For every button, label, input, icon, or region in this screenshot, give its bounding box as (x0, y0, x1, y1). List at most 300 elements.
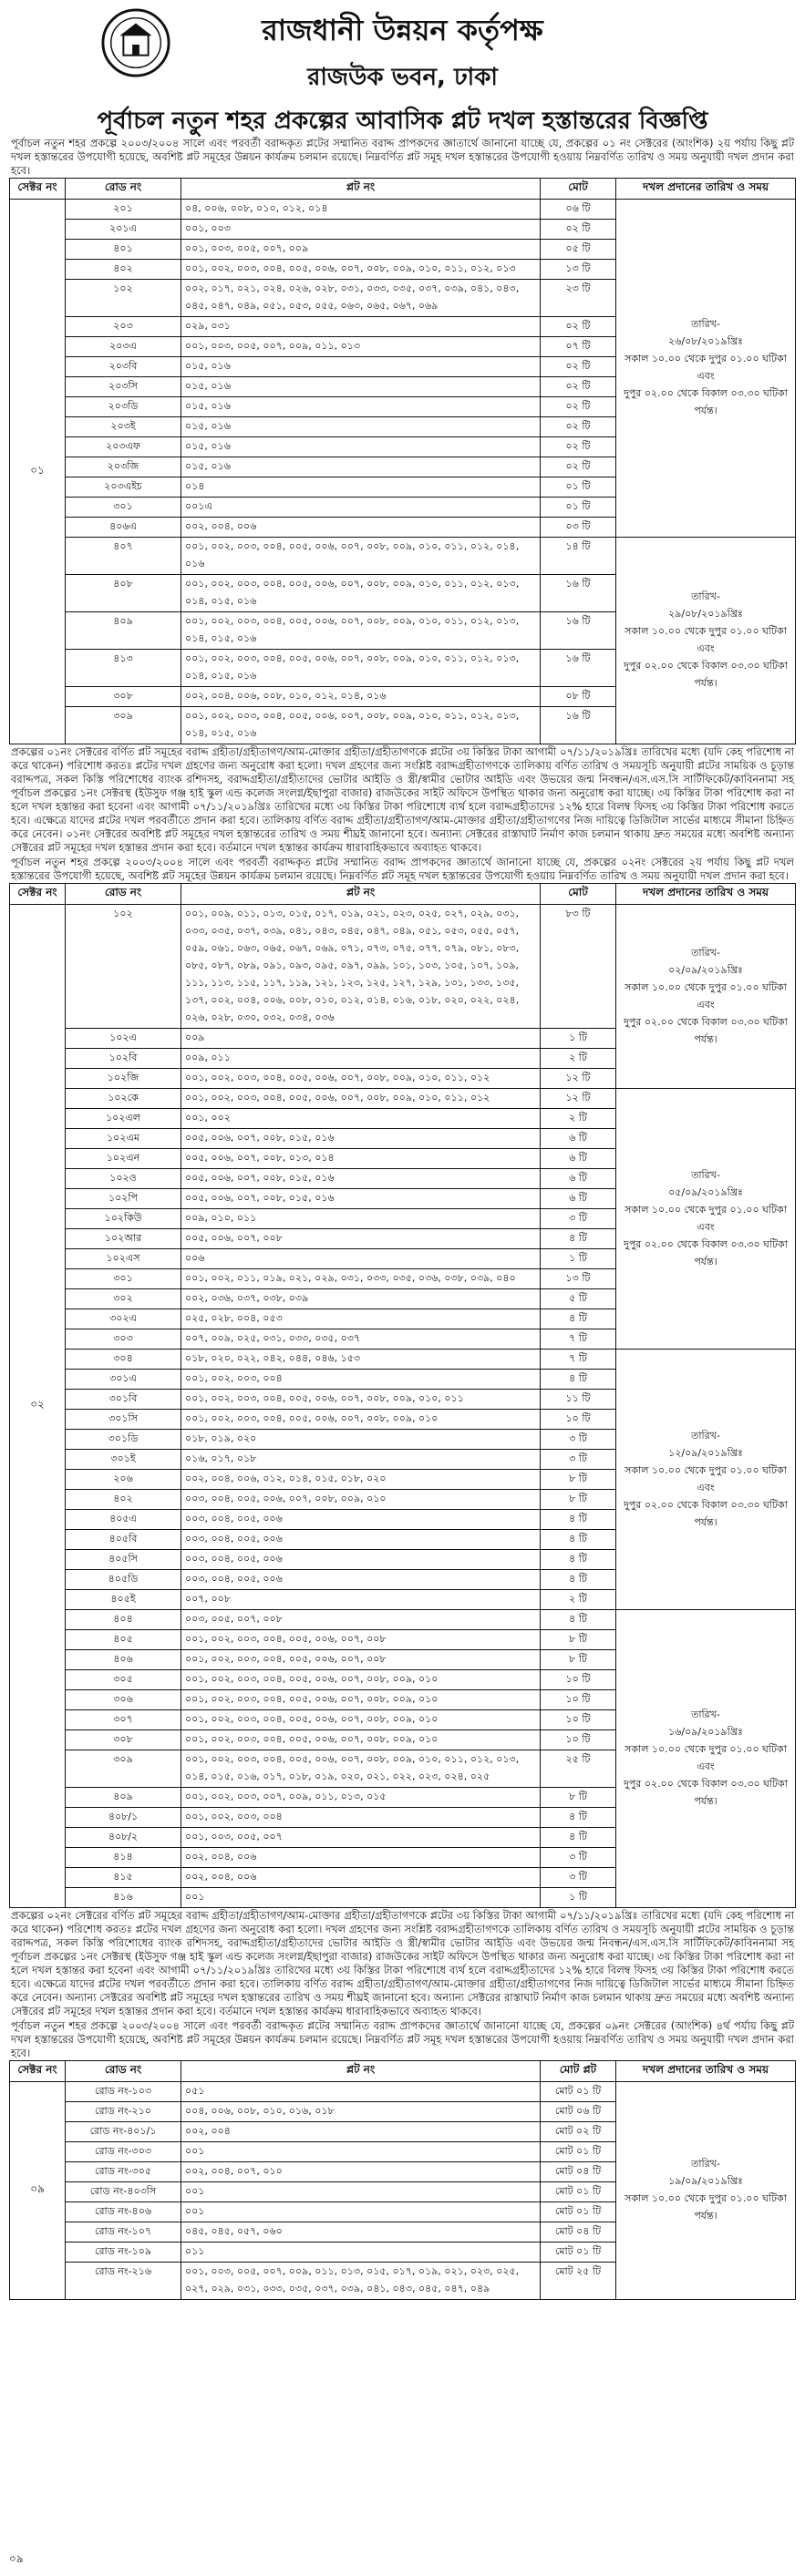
plot-numbers: ০০২, ০০৪, ০০৬, ০০৮, ০১০, ০১২, ০১৪, ০১৬ (181, 687, 541, 707)
plot-numbers: ০০১, ০০২, ০০৩, ০০৪, ০০৫, ০০৬, ০০৭, ০০৮, ০০৯, ০১০, ০১১, ০১২, ০১৪, ০১৬ (181, 538, 541, 575)
plot-numbers: ০০৫, ০০৬, ০০৭, ০০৮, ০১৫, ০১৬ (181, 1129, 541, 1149)
plot-total: ৪ টি (541, 1550, 616, 1570)
road-number: ৪১৬ (66, 1888, 181, 1908)
road-number: রোড নং-৪০৩সি (66, 2182, 181, 2202)
plot-total: ১১ টি (541, 1390, 616, 1410)
road-number: ৪০২ (66, 1490, 181, 1510)
plot-numbers: ০০৯, ০১১ (181, 1049, 541, 1069)
road-number: ১০২ (66, 280, 181, 317)
plot-total: ০২ টি (541, 417, 616, 437)
plot-total: ১০ টি (541, 1730, 616, 1750)
plot-total: ৩ টি (541, 1848, 616, 1868)
plot-numbers: ০০১, ০০২, ০০৩, ০০৪ (181, 1808, 541, 1828)
road-number: ২০৩ (66, 317, 181, 337)
road-number: ৪০৪ (66, 1610, 181, 1630)
plot-total: ৮ টি (541, 1630, 616, 1650)
road-number: ১০২ (66, 905, 181, 1029)
plot-numbers: ০০২, ০০৪, ০০৬ (181, 1848, 541, 1868)
plot-total: ৪ টি (541, 1370, 616, 1390)
plot-total: ৩ টি (541, 1868, 616, 1888)
plot-total: ৫ টি (541, 1289, 616, 1309)
col-total: মোট (541, 884, 616, 905)
schedule-afternoon: দুপুর ০২.০০ থেকে বিকাল ০৩.৩০ ঘটিকা পর্যন্ত। (624, 1237, 788, 1267)
plot-total: ২৫ টি (541, 1750, 616, 1788)
plot-total: ৪ টি (541, 1229, 616, 1249)
plot-total: ২ টি (541, 1590, 616, 1610)
road-number: ২০৩এইচ (66, 477, 181, 498)
plot-total: ১৩ টি (541, 1269, 616, 1289)
plot-total: মোট ০৪ টি (541, 2162, 616, 2182)
schedule-and: এবং (697, 642, 715, 654)
notice-page (9, 0, 796, 2565)
plot-numbers: ০১১ (181, 2242, 541, 2263)
notice-header (9, 0, 796, 137)
plot-numbers: ০১৫, ০১৬ (181, 417, 541, 437)
table-row (10, 1089, 796, 1109)
plot-total: ৪ টি (541, 1510, 616, 1530)
plot-numbers: ০০৪, ০০৬, ০০৮, ০১০, ০১৬, ০১৮ (181, 2102, 541, 2122)
road-number: ১০২এন (66, 1149, 181, 1169)
plot-numbers: ০০১, ০০৩, ০০৫, ০০৭ (181, 1828, 541, 1848)
schedule-morning: সকাল ১০.০০ থেকে দুপুর ০১.০০ ঘটিকা (624, 1203, 787, 1216)
plot-total: ৪ টি (541, 1570, 616, 1590)
plot-numbers: ০২৯, ০৩১ (181, 317, 541, 337)
plot-total: ৪ টি (541, 1309, 616, 1329)
plot-numbers: ০১৪ (181, 477, 541, 498)
road-number: ১০২কিউ (66, 1209, 181, 1229)
schedule-date-label: তারিখ- (691, 590, 720, 602)
schedule-date-label: তারিখ- (691, 318, 720, 330)
plot-total: ৩ টি (541, 1209, 616, 1229)
road-number: ২০৩এফ (66, 437, 181, 457)
road-number: ৩০১এ (66, 1370, 181, 1390)
plot-total: ৭ টি (541, 1329, 616, 1350)
plot-total: ১৬ টি (541, 612, 616, 650)
road-number: ৪০৮/১ (66, 1808, 181, 1828)
road-number: ৪০৬এ (66, 518, 181, 538)
plot-numbers: ০০১, ০০২, ০০৩, ০০৪, ০০৫, ০০৬, ০০৭, ০০৮, ০০৯, ০১০ (181, 1410, 541, 1430)
plot-numbers: ০১৫, ০১৬ (181, 377, 541, 397)
col-total: মোট প্লট (541, 2061, 616, 2082)
plot-total: ১০ টি (541, 1410, 616, 1430)
plot-total: ১০ টি (541, 1710, 616, 1730)
road-number: রোড নং-৩০৩ (66, 2142, 181, 2162)
schedule-date-label: তারিখ- (691, 1709, 720, 1720)
possession-schedule (620, 316, 791, 420)
col-road: রোড নং (66, 179, 181, 200)
schedule-afternoon: দুপুর ০২.০০ থেকে বিকাল ০৩.৩০ ঘটিকা পর্যন্ত। (624, 1778, 788, 1807)
schedule-and: এবং (697, 1220, 715, 1233)
road-number: রোড নং-২১০ (66, 2102, 181, 2122)
plot-numbers: ০০১, ০০২, ০০৩, ০০৪, ০০৫, ০০৬, ০০৭, ০০৮, ০০৯, ০১০, ০১১, ০১২ (181, 1089, 541, 1109)
col-road: রোড নং (66, 2061, 181, 2082)
possession-schedule (620, 1707, 791, 1811)
plot-total: মোট ০১ টি (541, 2242, 616, 2263)
schedule-and: এবং (697, 998, 715, 1011)
plot-numbers: ০০১ (181, 2202, 541, 2222)
plot-numbers: ০০৭, ০০৯, ০২৫, ০৩১, ০৩৩, ০৩৫, ০৩৭ (181, 1329, 541, 1350)
schedule-date: ১৬/০৯/২০১৯খ্রিঃ (668, 1726, 743, 1738)
road-number: ৪০২ (66, 260, 181, 280)
plot-numbers: ০০২, ০১৭, ০২১, ০২৪, ০২৬, ০২৮, ০৩১, ০৩৩, ০৩৫, ০৩৭, ০৩৯, ০৪১, ০৪৩, ০৪৫, ০৪৭, ০৪৯, ০৫১, ০৫৩, ০৫৫, ০৬৩, ০৬৫, ০৬৭, ০৬৯ (181, 280, 541, 317)
plot-total: ১৬ টি (541, 575, 616, 612)
plot-numbers: ০০৬ (181, 1249, 541, 1269)
plot-numbers: ০০৫, ০০৬, ০০৭, ০০৮, ০১৫, ০১৬ (181, 1189, 541, 1209)
plot-numbers: ০০৯ (181, 1029, 541, 1049)
plot-total: মোট ০১ টি (541, 2182, 616, 2202)
plot-numbers: ০০১ (181, 1888, 541, 1908)
plot-total: ৮ টি (541, 1788, 616, 1808)
plot-numbers: ০০২, ০০৪, ০০৬, ০১২, ০১৪, ০১৫, ০১৮, ০২০ (181, 1470, 541, 1490)
plot-total: ৮ টি (541, 1650, 616, 1670)
road-number: ৩০১ই (66, 1450, 181, 1470)
plot-numbers: ০০১ (181, 2182, 541, 2202)
plot-total: ৬ টি (541, 1169, 616, 1189)
plot-numbers: ০০২, ০০৪, ০০৬ (181, 1868, 541, 1888)
plot-numbers: ০০১, ০০২, ০০৩, ০০৪, ০০৫, ০০৬, ০০৭, ০০৮ (181, 1650, 541, 1670)
plot-numbers: ০১৫, ০১৬ (181, 457, 541, 477)
road-number: ১০২কে (66, 1089, 181, 1109)
plot-numbers: ০০১, ০০২, ০০৩, ০০৪, ০০৫, ০০৬, ০০৭, ০০৮, ০০৯, ০১০, ০১১, ০১২, ০১৩ (181, 260, 541, 280)
plot-total: ১২ টি (541, 1069, 616, 1089)
schedule-morning: সকাল ১০.০০ থেকে দুপুর ০১.০০ ঘটিকা (624, 1463, 787, 1476)
sector-09-section (9, 2019, 796, 2300)
plot-numbers: ০০৫, ০০৬, ০০৭, ০০৮, ০১৫, ০১৬ (181, 1169, 541, 1189)
road-number: রোড নং-১০৩ (66, 2082, 181, 2102)
plot-total: ১২ টি (541, 1089, 616, 1109)
table-header-row (10, 884, 796, 905)
schedule-date: ২৬/০৮/২০১৯খ্রিঃ (668, 335, 743, 347)
authority-title: রাজধানী উন্নয়ন কর্তৃপক্ষ (262, 13, 543, 47)
road-number: ১০২ও (66, 1169, 181, 1189)
road-number: ১০২এম (66, 1129, 181, 1149)
schedule-date-label: তারিখ- (691, 1168, 720, 1181)
road-number: ৪০৯ (66, 612, 181, 650)
section-note: প্রকল্পের ০২নং সেক্টরের বর্ণিত প্লট সমূহের বরাদ্দ গ্রহীতা/গ্রহীতাগণ/আম-মোক্তার গ্রহীতা/গ্রহীতাগণকে প্লটের ৩য় কিস্তির টাকা আগামী ০৭/১১/২০১৯খ্রিঃ তারিখের মধ্যে (যদি কেহ পরিশোধ না করে থাকেন) পরিশোধ করতঃ প্লটের দখল গ্রহণের জন্য অনুরোধ করা হলো। দখল গ্রহণের জন্য সংশ্লিষ্ট বরাদ্দগ্রহীতাগণকে তালিকায় বর্ণিত তারিখ ও সময়সূচি অনুযায়ী প্লটের সাময়িক ও চূড়ান্ত বরাদ্দপত্র, সকল কিস্তি পরিশোধের ব্যাংক রশিদসহ, বরাদ্দগ্রহীতা/গ্রহীতাদের ভোটার আইডি ও স্ত্রী/স্বামীর ভোটার আইডি এবং উভয়ের জন্ম নিবন্ধন/এস.এস.সি সার্টিফিকেট/কাবিননামা সহ পূর্বাচল প্রকল্পের ১নং সেক্টরস্থ (ইউসুফ গঞ্জ হাই স্কুল এন্ড কলেজ সংলগ্ন/ইছাপুরা বাজার) রাজউকের সাইট অফিসে উপস্থিত থাকার জন্য অনুরোধ করা যাচ্ছে। ৩য় কিস্তির টাকা পরিশোধ করা না হলে দখল হস্তান্তর করা হবেনা এবং আগামী ০৭/১১/২০১৯খ্রিঃ তারিখের মধ্যে ৩য় কিস্তির টাকা পরিশোধে ব্যর্থ হলে বরাদ্দগ্রহীতাদের ১২% হারে বিলম্ব ফিসহ ৩য় কিস্তির টাকা পরিশোধ করতে হবে। এক্ষেত্রে যাদের প্লটের দখল পরবর্তীতে প্রদান করা হবে। তালিকায় বর্ণিত বরাদ্দ গ্রহীতা/গ্রহীতাগণ/আম-মোক্তার গ্রহীতা/গ্রহীতাগণের নিজ দায়িত্বে ডিজিটাল সার্ভের মাধ্যমে সীমানা চিহ্নিত করে নেবেন। অন্যান্য সেক্টরের অবশিষ্ট প্লট সমূহের দখল হস্তান্তরের তারিখ ও সময় শীঘ্রই জানানো হবে। অন্যান্য সেক্টরের রাস্তাঘাট নির্মাণ কাজ চলমান থাকায় দ্রুত সময়ের মধ্যে অবশিষ্ট অন্যান্য সেক্টরের প্লট সমূহের দখল হস্তান্তর প্রদান করা হবে। বর্তমানে দখল হস্তান্তর কার্যক্রম ধারাবাহিকভাবে অব্যাহত থাকবে। (11, 1909, 794, 2017)
road-number: ১০২জি (66, 1069, 181, 1089)
col-road: রোড নং (66, 884, 181, 905)
plot-numbers: ০০৩, ০০৫, ০০৭, ০০৮ (181, 1610, 541, 1630)
road-number: ৪০৮ (66, 575, 181, 612)
plot-total: ০৭ টি (541, 337, 616, 357)
plot-total: মোট ০১ টি (541, 2082, 616, 2102)
plot-total: ০২ টি (541, 317, 616, 337)
plot-numbers: ০০২, ০০৪, ০০৬ (181, 518, 541, 538)
plot-total: মোট ০৬ টি (541, 2102, 616, 2122)
plot-total: ৩ টি (541, 1450, 616, 1470)
road-number: রোড নং-৪০৬ (66, 2202, 181, 2222)
section-intro: পূর্বাচল নতুন শহর প্রকল্পে ২০০৩/২০০৪ সালে এবং পরবর্তী বরাদ্দকৃত প্লটের সম্মানিত বরাদ্দ প্রাপকদের জ্ঞাতার্থে জানানো যাচ্ছে যে, প্রকল্পের ০৯নং সেক্টরের (আংশিক) ৪র্থ পর্যায় কিছু প্লট দখল হস্তান্তরের উপযোগী হয়েছে, অবশিষ্ট প্লট সমূহের উন্নয়ন কার্যক্রম চলমান রয়েছে। নিম্নবর্ণিত প্লট সমূহ দখল হস্তান্তরের উপযোগী হওয়ায় নিম্নবর্ণিত তারিখ ও সময় অনুযায়ী দখল প্রদান করা হবে। (11, 2019, 794, 2059)
road-number: ৪০৫বি (66, 1530, 181, 1550)
road-number: ৩০৫ (66, 1670, 181, 1690)
section-note: প্রকল্পের ০১নং সেক্টরের বর্ণিত প্লট সমূহের বরাদ্দ গ্রহীতা/গ্রহীতাগণ/আম-মোক্তার গ্রহীতা/গ্রহীতাগণকে প্লটের ৩য় কিস্তির টাকা আগামী ০৭/১১/২০১৯খ্রিঃ তারিখের মধ্যে (যদি কেহ পরিশোধ না করে থাকেন) পরিশোধ করতঃ প্লটের দখল গ্রহণের জন্য অনুরোধ করা হলো। দখল গ্রহণের জন্য সংশ্লিষ্ট বরাদ্দগ্রহীতাগণকে তালিকায় বর্ণিত তারিখ ও সময়সূচি অনুযায়ী প্লটের সাময়িক ও চূড়ান্ত বরাদ্দপত্র, সকল কিস্তি পরিশোধের ব্যাংক রশিদসহ, বরাদ্দগ্রহীতা/গ্রহীতাদের ভোটার আইডি ও স্ত্রী/স্বামীর ভোটার আইডি এবং উভয়ের জন্ম নিবন্ধন/এস.এস.সি সার্টিফিকেট/কাবিননামা সহ পূর্বাচল প্রকল্পের ১নং সেক্টরস্থ (ইউসুফ গঞ্জ হাই স্কুল এন্ড কলেজ সংলগ্ন/ইছাপুরা বাজার) রাজউকের সাইট অফিসে উপস্থিত থাকার জন্য অনুরোধ করা যাচ্ছে। ৩য় কিস্তির টাকা পরিশোধ করা না হলে দখল হস্তান্তর করা হবেনা এবং আগামী ০৭/১১/২০১৯খ্রিঃ তারিখের মধ্যে ৩য় কিস্তির টাকা পরিশোধে ব্যর্থ হলে বরাদ্দগ্রহীতাদের ১২% হারে বিলম্ব ফিসহ ৩য় কিস্তির টাকা পরিশোধ করতে হবে। এক্ষেত্রে যাদের প্লটের দখল পরবর্তীতে প্রদান করা হবে। তালিকায় বর্ণিত বরাদ্দ গ্রহীতা/গ্রহীতাগণ/আম-মোক্তার গ্রহীতা/গ্রহীতাগণের নিজ দায়িত্বে ডিজিটাল সার্ভের মাধ্যমে সীমানা চিহ্নিত করে নেবেন। ০১নং সেক্টরের অবশিষ্ট প্লট সমূহের দখল হস্তান্তরের তারিখ ও সময় শীঘ্রই জানানো হবে। অন্যান্য সেক্টরের রাস্তাঘাট নির্মাণ কাজ চলমান থাকায় দ্রুত সময়ের মধ্যে অবশিষ্ট অন্যান্য সেক্টরের প্লট সমূহের দখল হস্তান্তর প্রদান করা হবে। বর্তমানে দখল হস্তান্তর কার্যক্রম ধারাবাহিকভাবে অব্যাহত থাকবে। (11, 745, 794, 854)
plot-numbers: ০৪, ০০৬, ০০৮, ০১০, ০১২, ০১৪ (181, 200, 541, 220)
plot-numbers: ০০১, ০০৩ (181, 220, 541, 240)
road-number: ২০৩ডি (66, 397, 181, 417)
schedule-date: ২৯/০৮/২০১৯খ্রিঃ (668, 608, 743, 620)
plot-total: ১০ টি (541, 1670, 616, 1690)
plot-numbers: ০০১, ০০২, ০০৩, ০০৪, ০০৫, ০০৬, ০০৭, ০০৮, ০০৯, ০১০, ০১১, ০১২, ০১৩, ০১৪, ০১৫, ০১৬ (181, 650, 541, 687)
road-number: ৩০১ (66, 498, 181, 518)
plot-numbers: ০১৬, ০১৭, ০১৮ (181, 1450, 541, 1470)
road-number: ৪০৭ (66, 538, 181, 575)
plot-total: ১৩ টি (541, 260, 616, 280)
road-number: ৩০৩ (66, 1329, 181, 1350)
plot-total: ১৬ টি (541, 707, 616, 744)
plot-table (9, 2060, 796, 2300)
road-number: ৪০৫সি (66, 1550, 181, 1570)
schedule-date: ১২/০৯/২০১৯খ্রিঃ (668, 1446, 743, 1459)
schedule-cell (616, 905, 796, 1089)
road-number: ৩০৬ (66, 1690, 181, 1710)
road-number: ৩০৮ (66, 687, 181, 707)
table-header-row (10, 2061, 796, 2082)
col-date: দখল প্রদানের তারিখ ও সময় (616, 884, 796, 905)
road-number: ৪০১ (66, 240, 181, 260)
schedule-cell (616, 538, 796, 744)
schedule-cell (616, 2082, 796, 2300)
schedule-date-label: তারিখ- (691, 946, 720, 959)
plot-total: মোট ০৪ টি (541, 2222, 616, 2242)
plot-total: ৪ টি (541, 1610, 616, 1630)
schedule-date: ০৫/০৯/২০১৯খ্রিঃ (668, 1185, 743, 1198)
road-number: ৪১৩ (66, 650, 181, 687)
plot-total: ০৫ টি (541, 240, 616, 260)
plot-total: ৮৩ টি (541, 905, 616, 1029)
plot-numbers: ০০১, ০০২, ০১১, ০১৯, ০২১, ০২৯, ০৩১, ০৩৩, ০৩৫, ০৩৬, ০৩৮, ০৩৯, ০৪০ (181, 1269, 541, 1289)
road-number: ৪০৬ (66, 1650, 181, 1670)
plot-total: ৩ টি (541, 1430, 616, 1450)
sector-number: ০২ (10, 905, 66, 1908)
possession-schedule (620, 589, 791, 693)
table-row (10, 1610, 796, 1630)
plot-numbers: ০০১, ০০৩, ০০৫, ০০৭, ০০৯, ০১১, ০১৩, ০১৫, ০১৭, ০১৯, ০২১, ০২৩, ০২৫, ০২৭, ০২৯, ০৩১, ০৩৩, ০৩৫, ০৩৭, ০৩৯, ০৪১, ০৪৩, ০৪৫, ০৪৭, ০৪৯ (181, 2263, 541, 2300)
plot-numbers: ০০১, ০০২, ০০৩, ০০৪, ০০৫, ০০৬, ০০৭, ০০৮, ০০৯, ০১০ (181, 1690, 541, 1710)
footer-code: ০৯ (9, 2552, 24, 2565)
plot-numbers: ০২৫, ০২৮, ০০৪, ০৫৩ (181, 1309, 541, 1329)
plot-total: ৬ টি (541, 1189, 616, 1209)
table-row (10, 2082, 796, 2102)
col-plot: প্লট নং (181, 884, 541, 905)
sector-number: ০১ (10, 200, 66, 744)
plot-total: ৭ টি (541, 1350, 616, 1370)
plot-numbers: ০০৩, ০০৪, ০০৫, ০০৬ (181, 1530, 541, 1550)
plot-total: ০২ টি (541, 457, 616, 477)
plot-total: মোট ২৫ টি (541, 2263, 616, 2300)
plot-total: ২ টি (541, 1109, 616, 1129)
plot-numbers: ০০৫, ০০৬, ০০৭, ০০৮, ০১৩, ০১৪ (181, 1149, 541, 1169)
col-total: মোট (541, 179, 616, 200)
plot-total: ১ টি (541, 1888, 616, 1908)
road-number: ৩০১বি (66, 1390, 181, 1410)
road-number: ৩০৪ (66, 1350, 181, 1370)
road-number: ৩০১ডি (66, 1430, 181, 1450)
plot-numbers: ০০১, ০০২, ০০৩, ০০৪, ০০৫, ০০৬, ০০৭, ০০৮, ০০৯, ০১০ (181, 1670, 541, 1690)
section-intro: পূর্বাচল নতুন শহর প্রকল্পে ২০০৩/২০০৪ সালে এবং পরবর্তী বরাদ্দকৃত প্লটের সম্মানিত বরাদ্দ প্রাপকদের জ্ঞাতার্থে জানানো যাচ্ছে যে, প্রকল্পের ০২নং সেক্টরের ২য় পর্যায় কিছু প্লট দখল হস্তান্তরের উপযোগী হয়েছে, অবশিষ্ট প্লট সমূহের উন্নয়ন কার্যক্রম চলমান রয়েছে। নিম্নবর্ণিত প্লট সমূহ দখল হস্তান্তরের উপযোগী হওয়ায় নিম্নবর্ণিত তারিখ ও সময় অনুযায়ী দখল প্রদান করা হবে। (11, 856, 794, 882)
schedule-cell (616, 200, 796, 538)
schedule-morning: সকাল ১০.০০ থেকে দুপুর ০১.০০ ঘটিকা (624, 353, 787, 364)
plot-numbers: ০০১, ০০২, ০০৩, ০০৪, ০০৫, ০০৬, ০০৭, ০০৮ (181, 1630, 541, 1650)
schedule-cell (616, 1610, 796, 1908)
col-sector: সেক্টর নং (10, 884, 66, 905)
road-number: ৩০৭ (66, 1710, 181, 1730)
plot-numbers: ০০১, ০০২, ০০৩, ০০৪, ০০৫, ০০৬, ০০৭, ০০৮, ০০৯, ০১০, ০১১, ০১২ (181, 1069, 541, 1089)
schedule-cell (616, 1089, 796, 1350)
plot-numbers: ০১৮, ০২০, ০২২, ০৪২, ০৪৪, ০৪৬, ১৫৩ (181, 1350, 541, 1370)
notice-title: পূর্বাচল নতুন শহর প্রকল্পের আবাসিক প্লট দখল হস্তান্তরের বিজ্ঞপ্তি (97, 108, 708, 135)
schedule-afternoon: দুপুর ০২.০০ থেকে বিকাল ০৩.৩০ ঘটিকা পর্যন্ত। (624, 1015, 788, 1045)
schedule-morning: সকাল ১০.০০ থেকে দুপুর ০১.০০ ঘটিকা (624, 625, 787, 637)
plot-total: মোট ০১ টি (541, 2202, 616, 2222)
plot-numbers: ০১৫, ০১৬ (181, 437, 541, 457)
plot-numbers: ০০১, ০০২, ০০৩, ০০৪, ০০৫, ০০৬, ০০৭, ০০৮, ০০৯, ০১০, ০১১ (181, 1390, 541, 1410)
schedule-cell (616, 1350, 796, 1610)
plot-total: ৮ টি (541, 1490, 616, 1510)
col-date: দখল প্রদানের তারিখ ও সময় (616, 2061, 796, 2082)
table-header-row (10, 179, 796, 200)
road-number: ২০৩সি (66, 377, 181, 397)
plot-total: ৬ টি (541, 1129, 616, 1149)
plot-numbers: ০০৭, ০০৮ (181, 1590, 541, 1610)
plot-total: ১৪ টি (541, 538, 616, 575)
plot-total: ০১ টি (541, 477, 616, 498)
plot-numbers: ০০১, ০০৩, ০০৫, ০০৭, ০০৯ (181, 240, 541, 260)
plot-numbers: ০০১, ০০২, ০০৩, ০০৪, ০০৫, ০০৬, ০০৭, ০০৮, ০০৯, ০১০ (181, 1730, 541, 1750)
plot-total: ৮ টি (541, 1470, 616, 1490)
road-number: ৪০৮/২ (66, 1828, 181, 1848)
table-row (10, 905, 796, 1029)
plot-numbers: ০০৩, ০০৪, ০০৫, ০০৬ (181, 1550, 541, 1570)
authority-address: রাজউক ভবন, ঢাকা (307, 64, 498, 91)
plot-numbers: ০০৫, ০০৬, ০০৭, ০০৮ (181, 1229, 541, 1249)
road-number: ৩০২ (66, 1289, 181, 1309)
schedule-afternoon: দুপুর ০২.০০ থেকে বিকাল ০৩.৩০ ঘটিকা পর্যন্ত। (624, 660, 788, 689)
schedule-morning: সকাল ১০.০০ থেকে দুপুর ০১.০০ ঘটিকা পর্যন্ত। (624, 2192, 787, 2222)
plot-numbers: ০০১, ০০২, ০০৩, ০০৪, ০০৫, ০০৬, ০০৭, ০০৮, ০০৯, ০১০ (181, 1710, 541, 1730)
schedule-morning: সকাল ১০.০০ থেকে দুপুর ০১.০০ ঘটিকা (624, 980, 787, 993)
road-number: ৪০৯ (66, 1788, 181, 1808)
plot-numbers: ০০২, ০৩৬, ০৩৭, ০৩৮, ০৩৯ (181, 1289, 541, 1309)
road-number: ৪১৫ (66, 1868, 181, 1888)
plot-numbers: ০০১, ০০৩, ০০৫, ০০৭, ০০৯, ০১১, ০১৩ (181, 337, 541, 357)
plot-total: ২ টি (541, 1049, 616, 1069)
road-number: রোড নং-৪০১/১ (66, 2122, 181, 2142)
plot-total: ০২ টি (541, 377, 616, 397)
road-number: রোড নং-১০৯ (66, 2242, 181, 2263)
plot-total: মোট ০১ টি (541, 2142, 616, 2162)
col-date: দখল প্রদানের তারিখ ও সময় (616, 179, 796, 200)
road-number: ১০২পি (66, 1189, 181, 1209)
plot-total: ০৬ টি (541, 200, 616, 220)
section-intro: পূর্বাচল নতুন শহর প্রকল্পে ২০০৩/২০০৪ সালে এবং পরবর্তী বরাদ্দকৃত প্লটের সম্মানিত বরাদ্দ প্রাপকদের জ্ঞাতার্থে জানানো যাচ্ছে যে, প্রকল্পের ০১ নং সেক্টরের (আংশিক) ২য় পর্যায় কিছু প্লট দখল হস্তান্তরের উপযোগী হয়েছে, অবশিষ্ট প্লট সমূহের উন্নয়ন কার্যক্রম চলমান রয়েছে। নিম্নবর্ণিত প্লট সমূহ দখল হস্তান্তরের উপযোগী হওয়ায় নিম্নবর্ণিত তারিখ ও সময় অনুযায়ী দখল প্রদান করা হবে। (11, 137, 794, 177)
possession-schedule (620, 1428, 791, 1532)
road-number: ২০৩বি (66, 357, 181, 377)
plot-total: ০৩ টি (541, 518, 616, 538)
plot-numbers: ০০৩, ০০৪, ০০৫, ০০৬, ০০৭, ০০৮, ০০৯, ০১০ (181, 1490, 541, 1510)
plot-numbers: ০০১, ০০২, ০০৩, ০০৭, ০০৯, ০১১, ০১৩, ০১৫ (181, 1788, 541, 1808)
plot-numbers: ০০৩, ০০৪, ০০৫, ০০৬ (181, 1510, 541, 1530)
schedule-date: ০২/০৯/২০১৯খ্রিঃ (668, 963, 743, 976)
plot-numbers: ০০২, ০০৪, ০০৭, ০১০ (181, 2162, 541, 2182)
possession-schedule (620, 945, 791, 1049)
road-number: ১০২এল (66, 1109, 181, 1129)
plot-total: ২৩ টি (541, 280, 616, 317)
plot-total: ০২ টি (541, 437, 616, 457)
road-number: ৩০৯ (66, 707, 181, 744)
table-row (10, 200, 796, 220)
sector-02-section (9, 856, 796, 2019)
plot-total: ১ টি (541, 1249, 616, 1269)
plot-total: ০২ টি (541, 357, 616, 377)
plot-total: ৪ টি (541, 1808, 616, 1828)
plot-total: মোট ০২ টি (541, 2122, 616, 2142)
road-number: ৪০৫ই (66, 1590, 181, 1610)
road-number: ৩০৮ (66, 1730, 181, 1750)
road-number: ৪০৫এ (66, 1510, 181, 1530)
schedule-and: এবং (697, 1481, 715, 1493)
road-number: ৩০১ (66, 1269, 181, 1289)
road-number: রোড নং-২১৬ (66, 2263, 181, 2300)
road-number: ২০৩ই (66, 417, 181, 437)
plot-total: ০৮ টি (541, 687, 616, 707)
possession-schedule (620, 1167, 791, 1271)
road-number: ২০৩এ (66, 337, 181, 357)
col-sector: সেক্টর নং (10, 2061, 66, 2082)
road-number: ১০২আর (66, 1229, 181, 1249)
road-number: ১০২এস (66, 1249, 181, 1269)
plot-total: ০১ টি (541, 498, 616, 518)
plot-numbers: ০০৯, ০১০, ০১১ (181, 1209, 541, 1229)
schedule-date-label: তারিখ- (691, 1429, 720, 1442)
plot-numbers: ০১৮, ০১৯, ০২০ (181, 1430, 541, 1450)
plot-table (9, 883, 796, 1908)
plot-numbers: ০০১, ০০২, ০০৩, ০০৪, ০০৫, ০০৬, ০০৭, ০০৮, ০০৯, ০১০, ০১১, ০১২, ০১৩, ০১৪, ০১৫, ০১৬ (181, 707, 541, 744)
road-number: ৩০৯ (66, 1750, 181, 1788)
road-number: ২০৩জি (66, 457, 181, 477)
col-plot: প্লট নং (181, 2061, 541, 2082)
road-number: ৪০৫ (66, 1630, 181, 1650)
table-row (10, 538, 796, 575)
road-number: রোড নং-৩০৫ (66, 2162, 181, 2182)
schedule-afternoon: দুপুর ০২.০০ থেকে বিকাল ০৩.৩০ ঘটিকা পর্যন্ত। (624, 1498, 788, 1528)
road-number: রোড নং-১০৭ (66, 2222, 181, 2242)
schedule-and: এবং (697, 370, 715, 382)
notice-sections (9, 137, 796, 2300)
plot-numbers: ০০১, ০০৯, ০১১, ০১৩, ০১৫, ০১৭, ০১৯, ০২১, ০২৩, ০২৫, ০২৭, ০২৯, ০৩১, ০৩৩, ০৩৫, ০৩৭, ০৩৯, ০৪১, ০৪৩, ০৪৫, ০৪৭, ০৪৯, ০৫১, ০৫৩, ০৫৫, ০৫৭, ০৫৯, ০৬১, ০৬৩, ০৬৫, ০৬৭, ০৬৯, ০৭১, ০৭৩, ০৭৫, ০৭৭, ০৭৯, ০৮১, ০৮৩, ০৮৫, ০৮৭, ০৮৯, ০৯১, ০৯৩, ০৯৫, ০৯৭, ০৯৯, ১০১, ১০৩, ১০৫, ১০৭, ১০৯, ১১১, ১১৩, ১১৫, ১১৭, ১১৯, ১২১, ১২৩, ১২৫, ১২৭, ১২৯, ১৩১, ১৩৩, ১৩৫, ১৩৭, ০০২, ০০৪, ০০৬, ০০৮, ০১০, ০১২, ০১৪, ০১৬, ০১৮, ০২০, ০২২, ০২৪, ০২৬, ০২৮, ০৩০, ০৩২, ০৩৪, ০৩৬ (181, 905, 541, 1029)
schedule-date: ১৯/০৯/২০১৯খ্রিঃ (668, 2175, 743, 2187)
plot-total: ০২ টি (541, 397, 616, 417)
possession-schedule (620, 2156, 791, 2225)
plot-numbers: ০০১, ০০২, ০০৩, ০০৪, ০০৫, ০০৬, ০০৭, ০০৮, ০০৯, ০১০, ০১১, ০১২, ০১৩, ০১৪, ০১৫, ০১৬ (181, 575, 541, 612)
plot-numbers: ০০১, ০০২ (181, 1109, 541, 1129)
road-number: ৪১৪ (66, 1848, 181, 1868)
plot-numbers: ০৪৫, ০৪৫, ০৫৭, ০৬০ (181, 2222, 541, 2242)
plot-total: ০২ টি (541, 220, 616, 240)
road-number: ৩০১সি (66, 1410, 181, 1430)
road-number: ২০৬ (66, 1470, 181, 1490)
plot-total: ৬ টি (541, 1149, 616, 1169)
plot-numbers: ০০৩, ০০৪, ০০৫, ০০৬ (181, 1570, 541, 1590)
plot-numbers: ০১৫, ০১৬ (181, 397, 541, 417)
plot-numbers: ০০১এ (181, 498, 541, 518)
plot-total: ১৬ টি (541, 650, 616, 687)
plot-total: ১ টি (541, 1029, 616, 1049)
plot-numbers: ০০১, ০০২, ০০৩, ০০৪ (181, 1370, 541, 1390)
table-row (10, 1350, 796, 1370)
road-number: ৪০৫ডি (66, 1570, 181, 1590)
road-number: ১০২বি (66, 1049, 181, 1069)
schedule-afternoon: দুপুর ০২.০০ থেকে বিকাল ০৩.৩০ ঘটিকা পর্যন্ত। (624, 387, 788, 416)
